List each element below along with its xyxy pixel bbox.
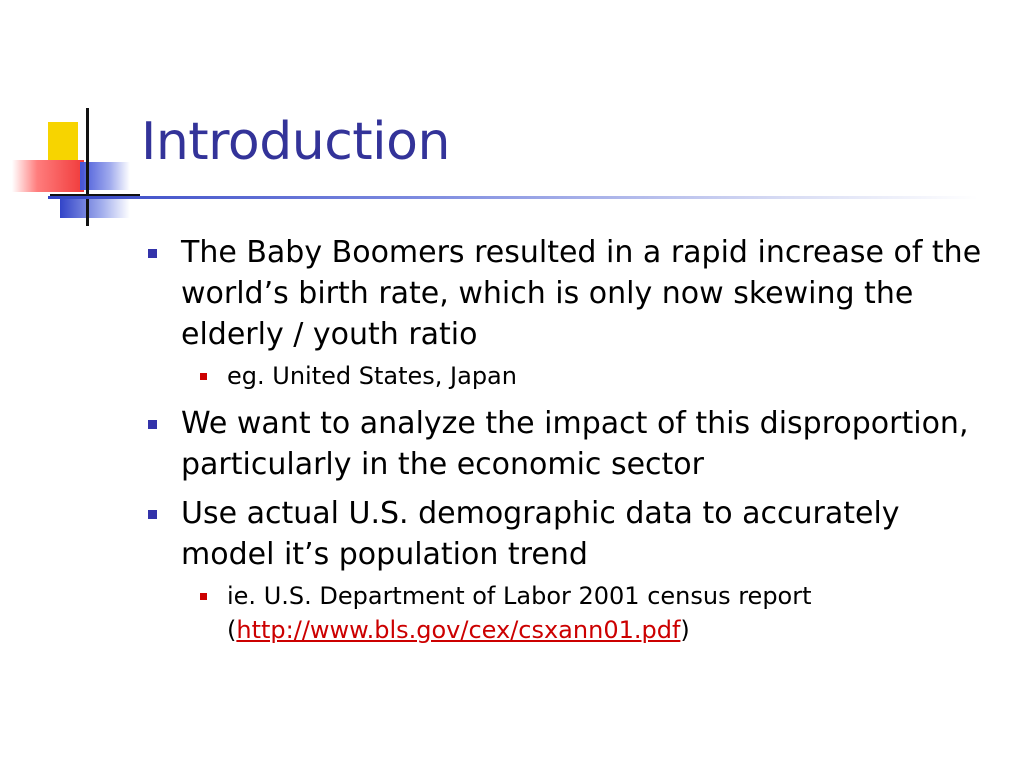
bullet-item <box>145 232 995 355</box>
logo-red-bar <box>12 160 84 192</box>
bullet-text: Use actual U.S. demographic data to accurately model it’s population trend <box>181 496 900 572</box>
logo-yellow-square <box>48 122 78 162</box>
bullet-square-icon <box>148 420 157 429</box>
bullet-item <box>145 493 995 575</box>
sub-bullet-square-icon <box>200 373 207 380</box>
bullet-item <box>145 403 995 485</box>
sub-bullet-text-before: ie. U.S. Department of Labor 2001 census report ( <box>227 582 812 644</box>
logo-vertical-line <box>86 108 89 226</box>
title-underline <box>48 196 978 199</box>
sub-bullet-square-icon <box>200 593 207 600</box>
bullet-square-icon <box>148 249 157 258</box>
bullet-text: We want to analyze the impact of this disproportion, particularly in the economic sector <box>181 406 969 482</box>
bullet-square-icon <box>148 510 157 519</box>
sub-bullet-text: eg. United States, Japan <box>227 362 517 390</box>
slide-logo-decoration <box>0 100 140 230</box>
sub-bullet-text-after: ) <box>680 616 690 644</box>
bullet-text: The Baby Boomers resulted in a rapid increase of the world’s birth rate, which is only now skewing the elderly / youth ratio <box>181 235 982 352</box>
source-link[interactable]: http://www.bls.gov/cex/csxann01.pdf <box>236 616 681 644</box>
sub-bullet-item <box>145 579 995 647</box>
bullet-list <box>145 232 995 657</box>
slide-title: Introduction <box>141 112 450 172</box>
sub-bullet-item <box>145 359 995 393</box>
